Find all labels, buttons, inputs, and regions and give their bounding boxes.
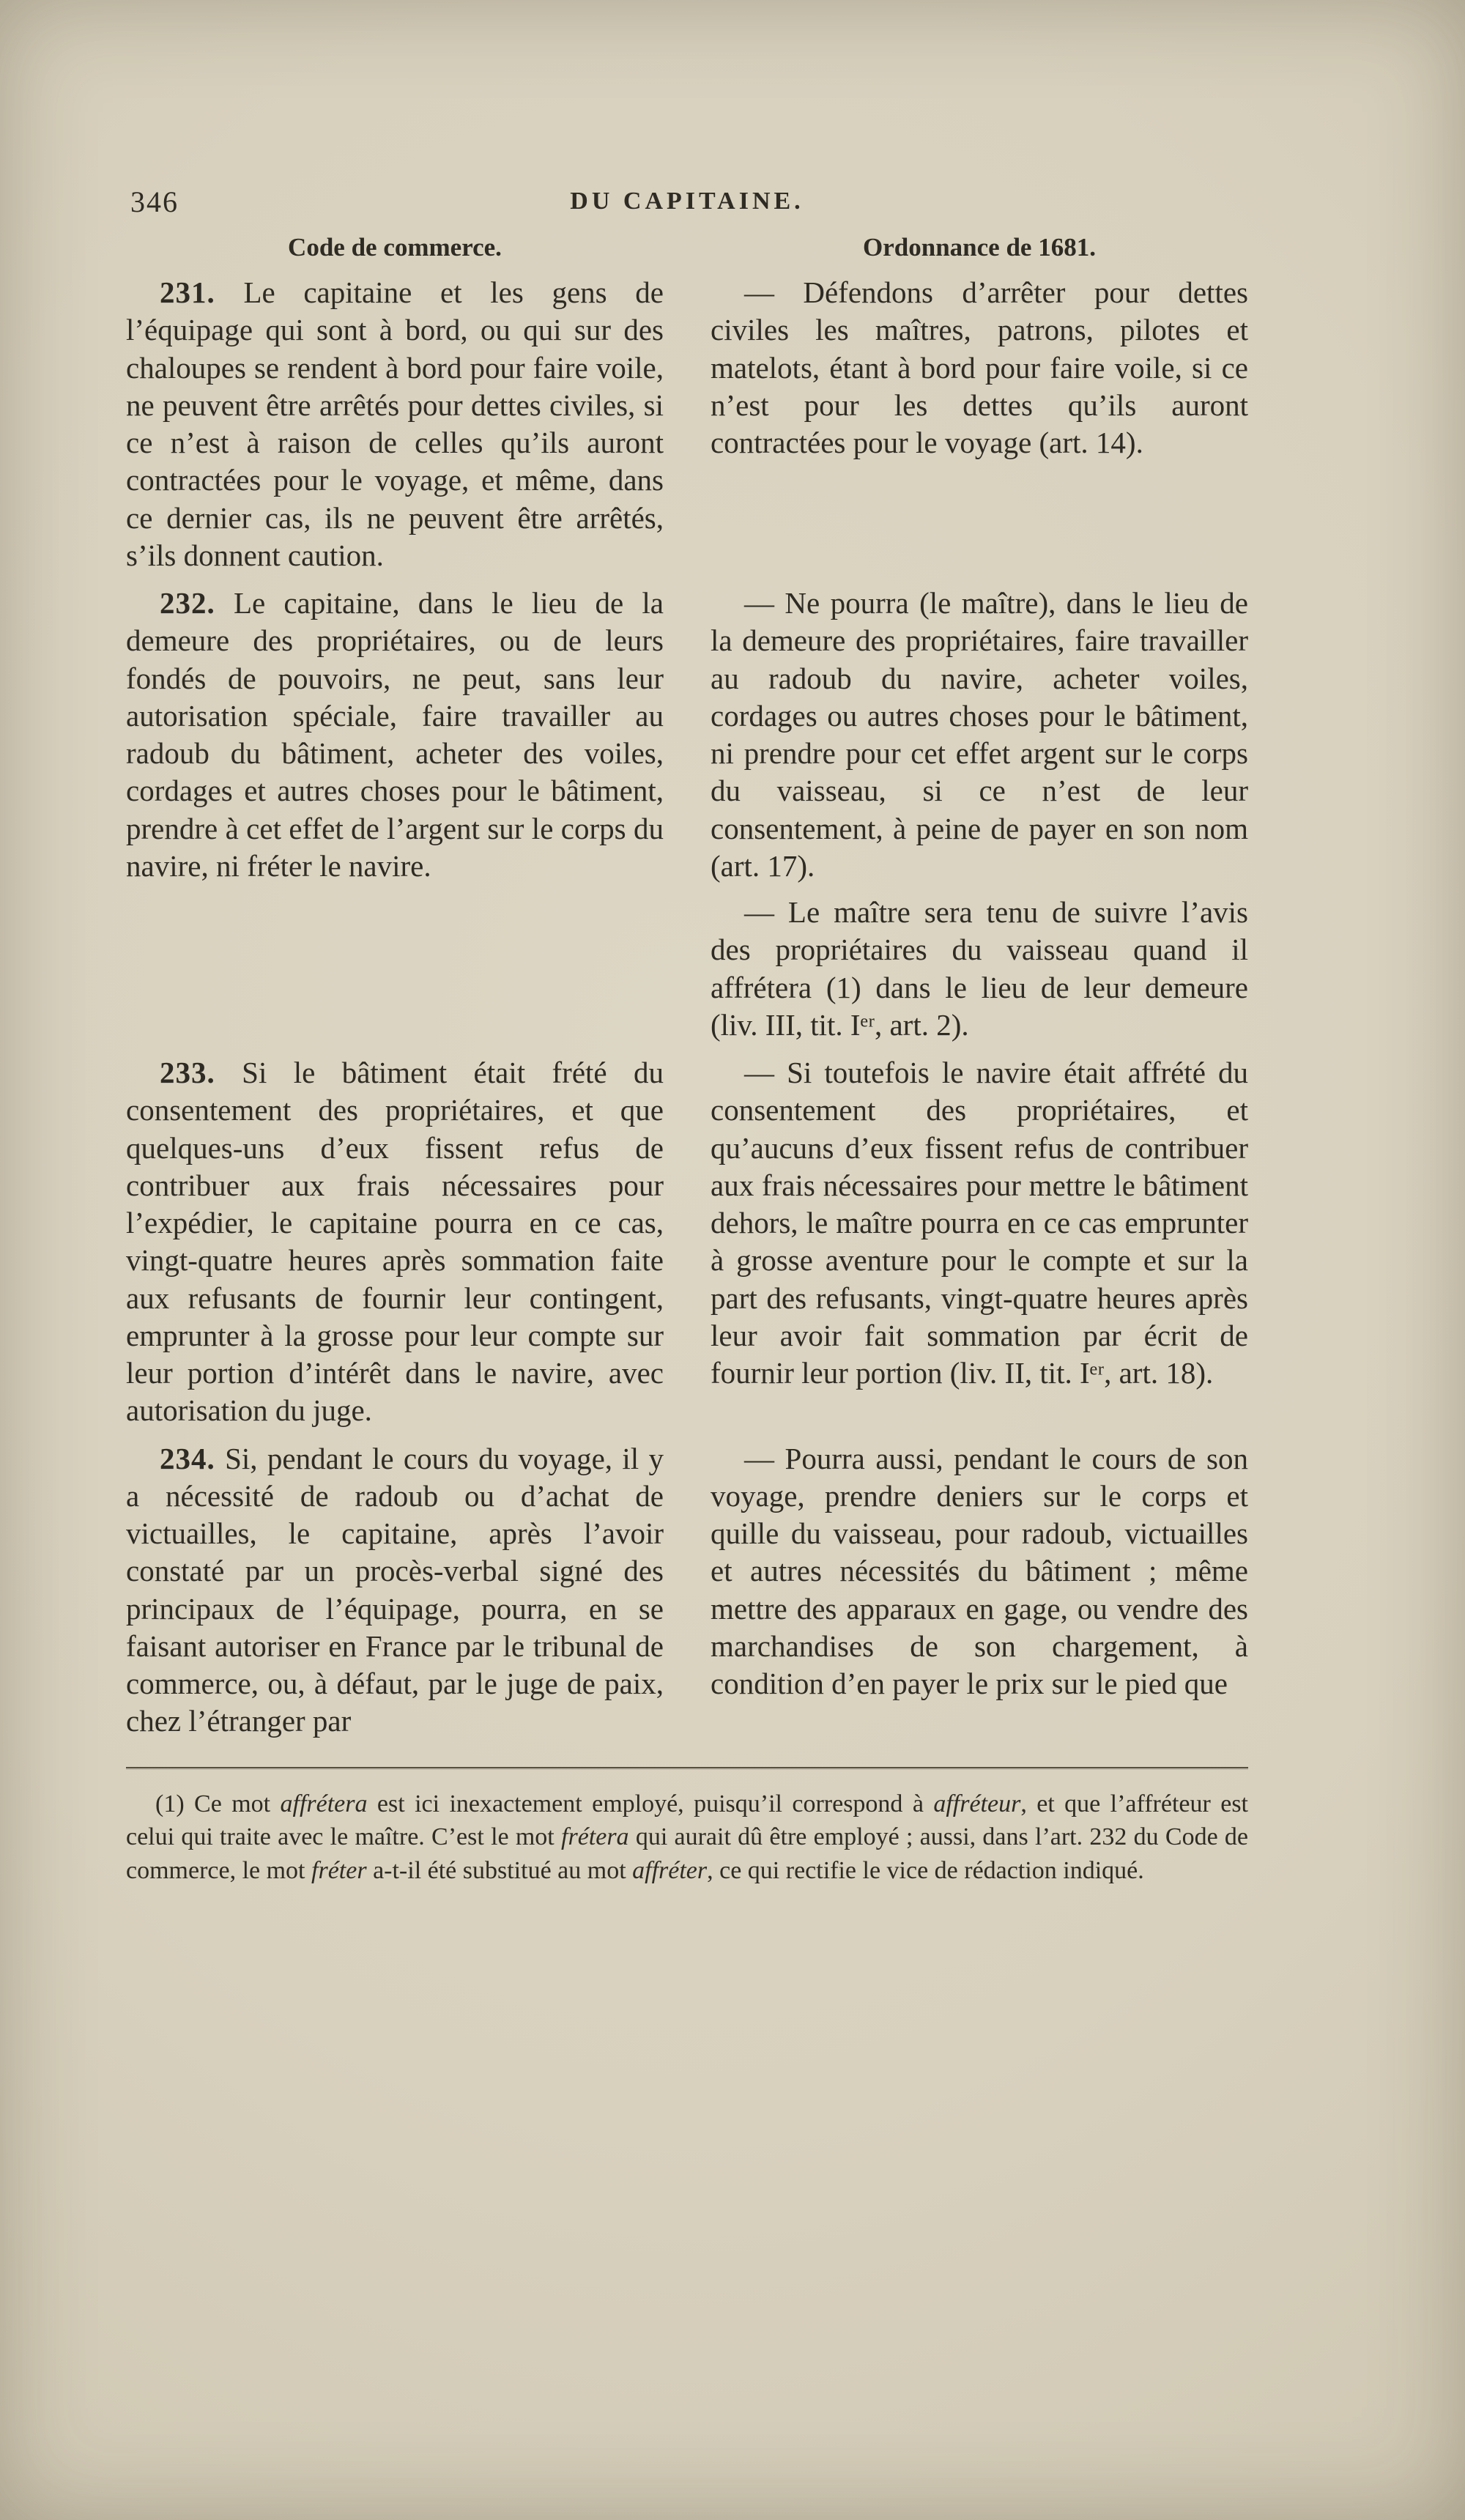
page-number: 346 [130,185,179,218]
ordonnance-column-row-4 [711,1440,1248,1741]
article-233-text: Si le bâtiment était frété du consentement des propriétaires, et que quelques-uns d’eux fissent refus de contribuer aux frais nécessaires pour l’expédier, le capitaine pourra en ce cas, vingt-quatre heures après sommation faite aux refusants de fournir leur contingent, emprunter à la grosse pour leur compte sur leur portion d’intérêt dans le navire, avec autorisation du juge. [126,1056,664,1428]
footnote-segment: (1) Ce mot [155,1790,281,1817]
article-231-paragraph [126,274,664,574]
footnote-segment-italic: affrétera [280,1790,368,1817]
article-234-number: 234. [160,1441,215,1475]
footnote-separator-rule [126,1767,1248,1768]
running-title: DU CAPITAINE. [570,188,804,215]
footnote-segment: est ici inexactement employé, puisqu’il correspond à [367,1790,934,1817]
article-233-paragraph [126,1054,664,1430]
footnote-segment-italic: fréter [311,1856,367,1884]
running-head [126,182,1248,224]
ordonnance-paragraph-art-17: — Ne pourra (le maître), dans le lieu de la demeure des propriétaires, faire travailler au radoub du navire, acheter voiles, cordages ou autres choses pour le bâtiment, ni prendre pour cet effet argent sur le corps du vaisseau, si ce n’est de leur consentement, à peine de payer en son nom (art. 17). [711,586,1248,883]
article-231-number: 231. [160,275,215,309]
ordonnance-paragraph-pourra-aussi: — Pourra aussi, pendant le cours de son voyage, prendre deniers sur le corps et quille du vaisseau, pour radoub, victuailles et autres nécessités du bâtiment ; même mettre des apparaux en gage, ou vendre des marchandises de son chargement, à condition d’en payer le prix sur le pied que [711,1441,1248,1700]
article-233-number: 233. [160,1056,215,1089]
article-231-text: Le capitaine et les gens de l’équipage qui sont à bord, ou qui sur des chaloupes se rendent à bord pour faire voile, ne peuvent être arrêtés pour dettes civiles, si ce n’est à raison de celles qu’ils auront contractées pour le voyage, et même, dans ce dernier cas, ils ne peuvent être arrêtés, s’ils donnent caution. [126,275,664,572]
footnote-segment-italic: affréteur [933,1790,1021,1817]
ordonnance-paragraph-liv3-art-2: — Le maître sera tenu de suivre l’avis des propriétaires du vaisseau quand il affrétera (1) dans le lieu de leur demeure (liv. III, tit. Iᵉʳ, art. 2). [711,895,1248,1042]
code-column-row-3 [126,1054,664,1430]
article-232-paragraph [126,585,664,885]
page-content [126,182,1248,1887]
footnote-segment: , ce qui rectifie le vice de rédaction indiqué. [707,1856,1144,1884]
ordonnance-column-row-1 [711,274,1248,574]
footnote-segment: qui aurait dû être employé ; aussi, dans l’art. 232 du Code de commerce, le mot [126,1823,1249,1884]
ordonnance-paragraph-art-14: — Défendons d’arrêter pour dettes civiles les maîtres, patrons, pilotes et matelots, étant à bord pour faire voile, si ce n’est pour les dettes qu’ils auront contractées pour le voyage (art. 14). [711,275,1248,459]
footnote [126,1787,1248,1888]
article-232-text: Le capitaine, dans le lieu de la demeure des propriétaires, ou de leurs fondés de pouvoirs, ne peut, sans leur autorisation spéciale, faire travailler au radoub du bâtiment, acheter des voiles, cordages et autres choses pour le bâtiment, prendre à cet effet de l’argent sur le corps du navire, ni fréter le navire. [126,586,664,883]
code-column-row-4 [126,1440,664,1741]
code-column-row-1 [126,274,664,574]
footnote-segment: a-t-il été substitué au mot [366,1856,633,1884]
article-232-number: 232. [160,586,215,620]
footnote-segment: , et que l’affréteur est celui qui traite avec le maître. C’est le mot [126,1790,1248,1851]
footnote-segment-italic: frétera [561,1823,629,1851]
article-234-text: Si, pendant le cours du voyage, il y a nécessité de radoub ou d’achat de victuailles, le capitaine, après l’avoir constaté par un procès-verbal signé des principaux de l’équipage, pourra, en se faisant autoriser en France par le tribunal de commerce, ou, à défaut, par le juge de paix, chez l’étranger par [126,1441,664,1738]
footnote-segment-italic: affréter [632,1856,708,1884]
column-header-ordonnance-1681: Ordonnance de 1681. [863,233,1096,262]
ordonnance-paragraph-liv2-art-18: — Si toutefois le navire était affrété du consentement des propriétaires, et qu’aucuns d’eux fissent refus de contribuer aux frais nécessaires pour mettre le bâtiment dehors, le maître pourra en ce cas emprunter à grosse aventure pour le compte et sur la part des refusants, vingt-quatre heures après leur avoir fait sommation par écrit de fournir leur portion (liv. II, tit. Iᵉʳ, art. 18). [711,1056,1248,1390]
two-column-text [126,233,1248,1741]
code-column-row-2 [126,585,664,1044]
ordonnance-column-row-3 [711,1054,1248,1430]
ordonnance-column-row-2 [711,585,1248,1044]
column-header-code-de-commerce: Code de commerce. [288,233,502,262]
article-234-paragraph [126,1440,664,1741]
